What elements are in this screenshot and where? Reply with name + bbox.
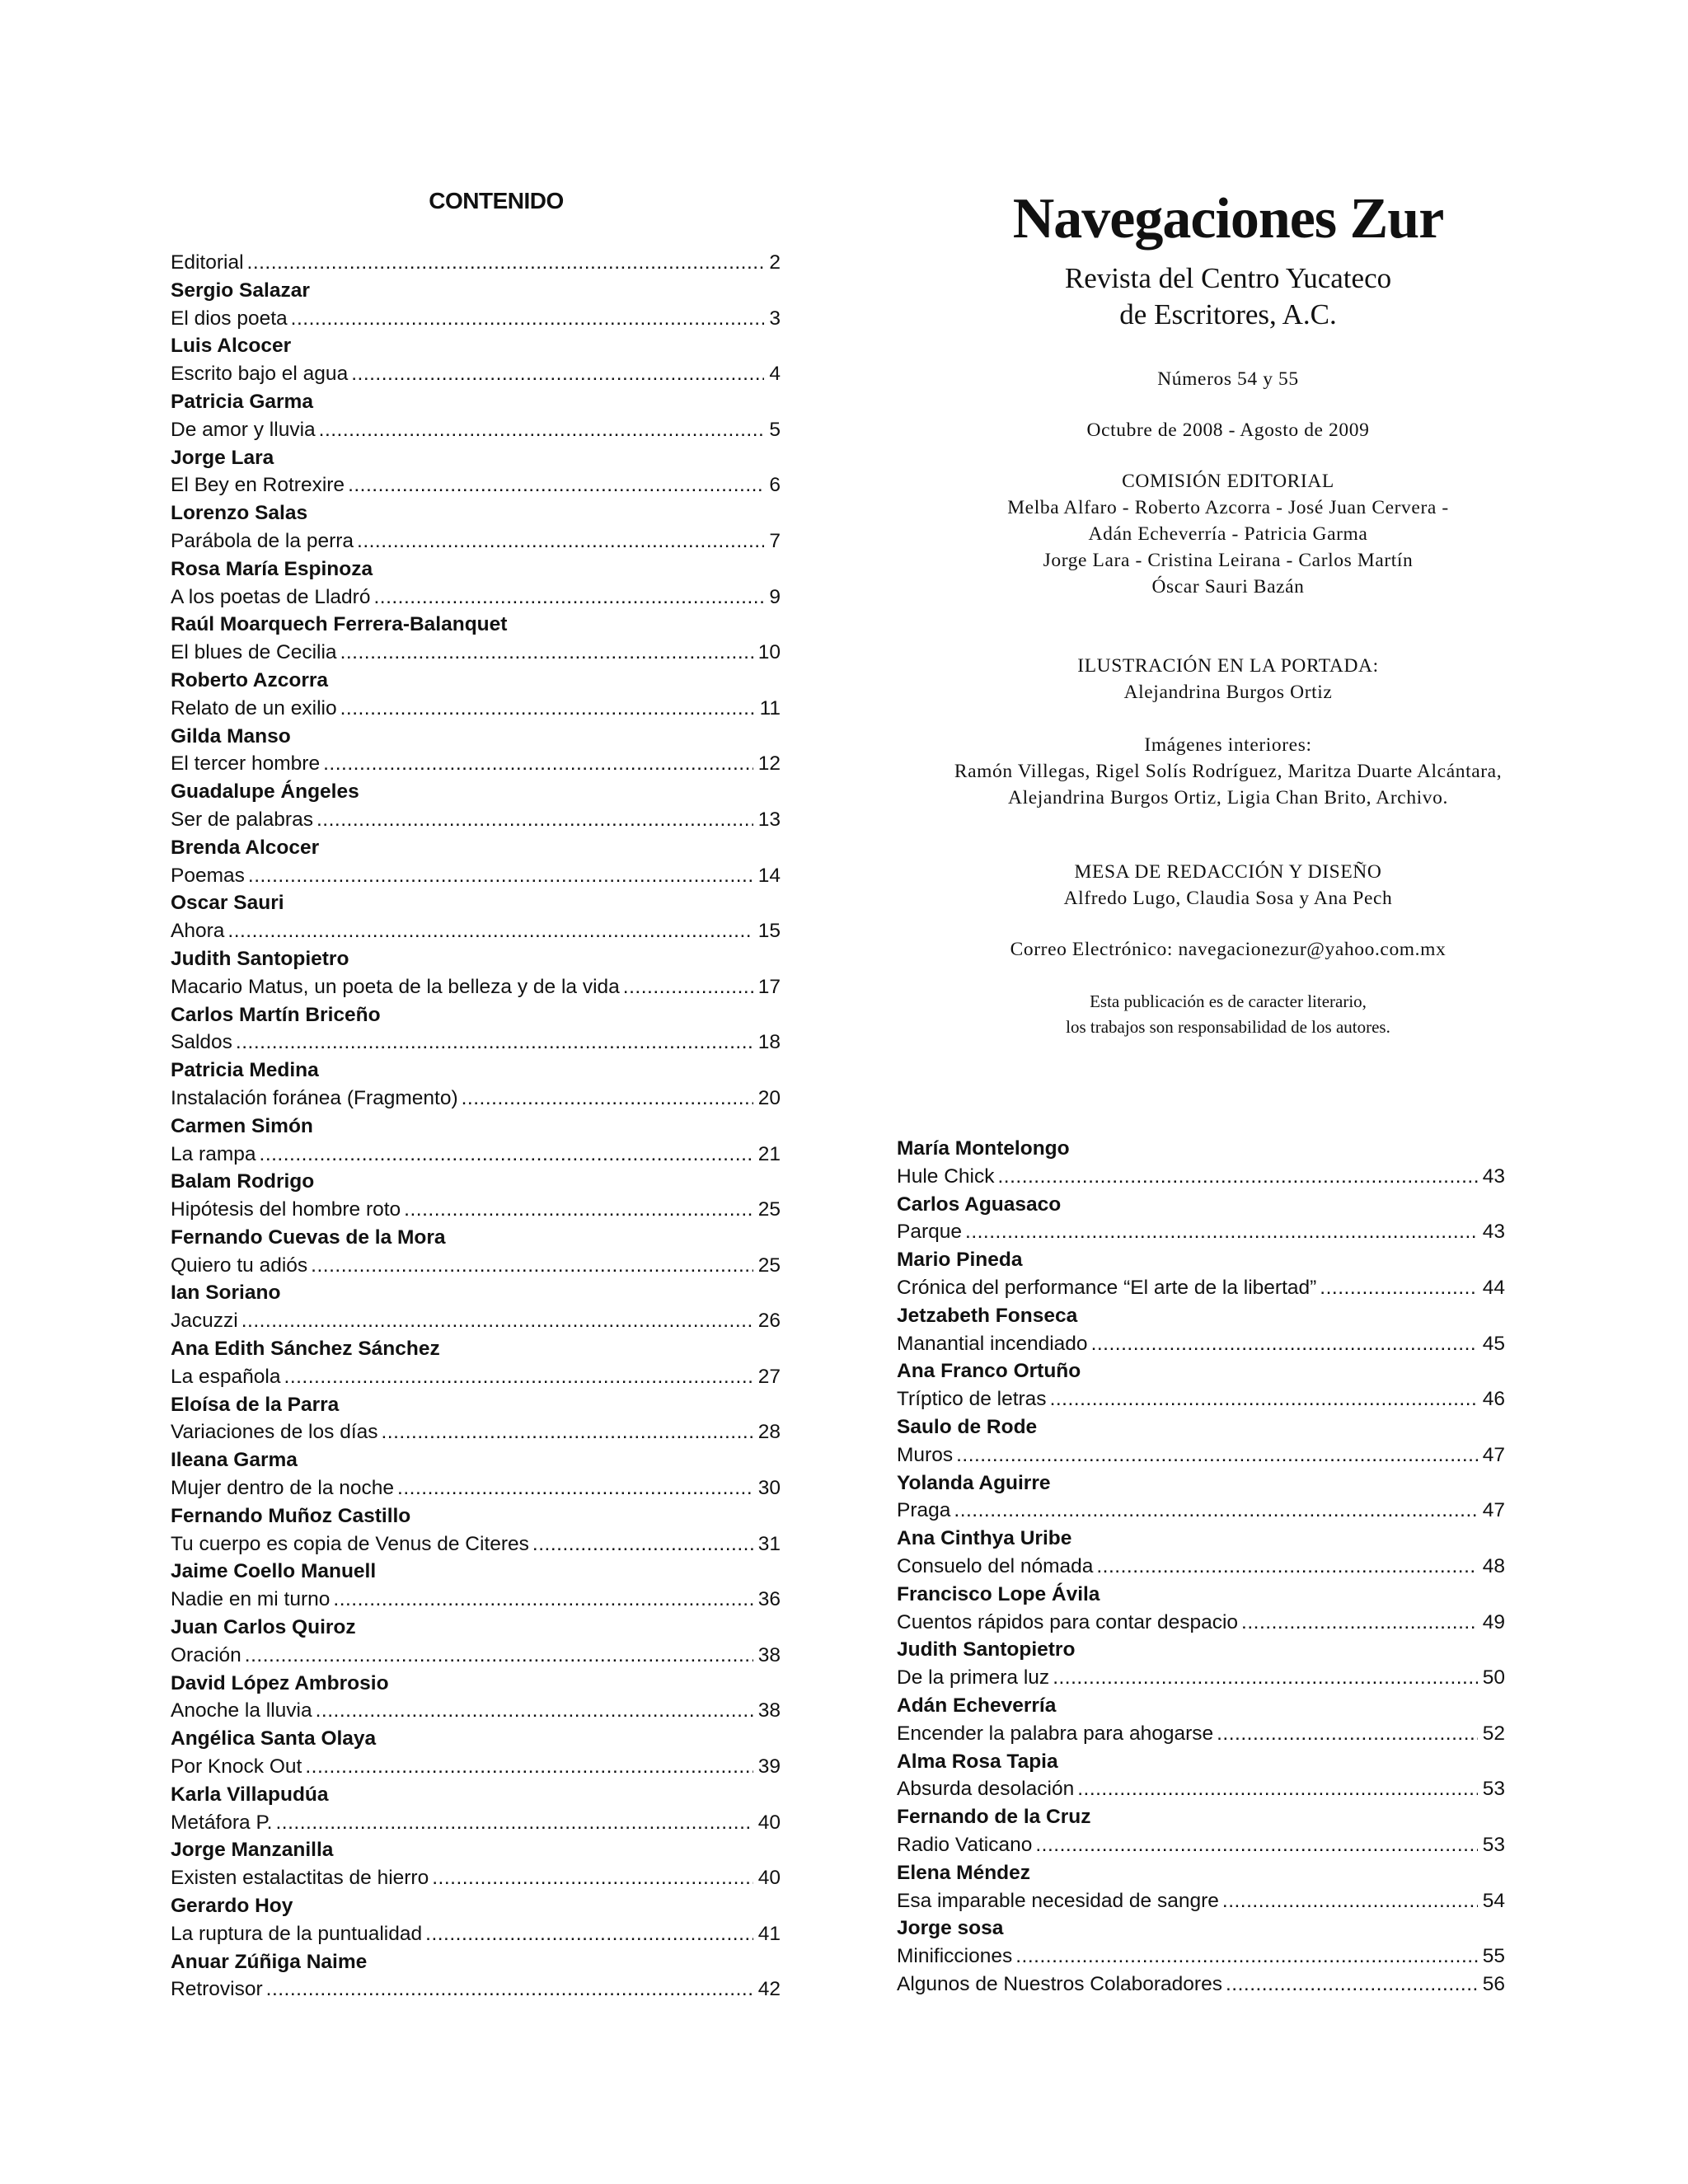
dot-leader bbox=[319, 416, 765, 444]
toc-entry bbox=[171, 360, 781, 388]
toc-entry bbox=[171, 249, 781, 277]
dot-leader bbox=[1050, 1385, 1478, 1413]
magazine-title: Navegaciones Zur bbox=[1012, 187, 1444, 251]
toc-entry-title: Tu cuerpo es copia de Venus de Citeres bbox=[171, 1532, 529, 1555]
magazine-subtitle bbox=[874, 260, 1582, 333]
toc-entry bbox=[171, 750, 781, 778]
toc-author: Carlos Aguasaco bbox=[897, 1193, 1062, 1216]
toc-entry bbox=[171, 1196, 781, 1224]
toc-entry-title: Nadie en mi turno bbox=[171, 1588, 331, 1611]
toc-entry bbox=[171, 639, 781, 667]
toc-author: Fernando Cuevas de la Mora bbox=[171, 1226, 446, 1249]
dot-leader bbox=[1226, 1971, 1478, 1999]
toc-entry-title: Poemas bbox=[171, 864, 245, 887]
toc-page-number: 7 bbox=[769, 529, 781, 552]
dot-leader bbox=[248, 862, 753, 890]
dot-leader bbox=[305, 1753, 753, 1781]
dot-leader bbox=[316, 1697, 753, 1725]
toc-author: Alma Rosa Tapia bbox=[897, 1750, 1058, 1773]
editorial-committee bbox=[874, 468, 1582, 600]
toc-heading: CONTENIDO bbox=[429, 188, 564, 213]
toc-entry bbox=[897, 1943, 1505, 1971]
dot-leader bbox=[1222, 1887, 1478, 1915]
toc-entry-title: Metáfora P. bbox=[171, 1811, 273, 1834]
toc-entry bbox=[897, 1664, 1505, 1692]
toc-page-number: 56 bbox=[1482, 1972, 1505, 1995]
toc-list-left bbox=[171, 249, 781, 2004]
toc-author: Oscar Sauri bbox=[171, 892, 284, 915]
toc-entry bbox=[171, 416, 781, 444]
toc-author: Adán Echeverría bbox=[897, 1694, 1057, 1717]
table-of-contents-continued bbox=[897, 1135, 1505, 1999]
editorial-members: Adán Echeverría - Patricia Garma bbox=[1088, 523, 1368, 545]
toc-page-number: 12 bbox=[757, 752, 781, 776]
toc-list-right bbox=[897, 1135, 1505, 1999]
toc-entry-title: Ser de palabras bbox=[171, 808, 313, 831]
toc-entry-title: Saldos bbox=[171, 1031, 232, 1054]
toc-author: Brenda Alcocer bbox=[171, 836, 320, 859]
toc-page-number: 47 bbox=[1482, 1443, 1505, 1466]
toc-author: Angélica Santa Olaya bbox=[171, 1727, 377, 1750]
toc-entry-title: A los poetas de Lladró bbox=[171, 585, 371, 608]
toc-author: Fernando Muñoz Castillo bbox=[171, 1504, 411, 1527]
toc-page-number: 52 bbox=[1482, 1722, 1505, 1745]
toc-author: Francisco Lope Ávila bbox=[897, 1582, 1100, 1605]
toc-entry bbox=[171, 1642, 781, 1670]
toc-author: Rosa María Espinoza bbox=[171, 557, 373, 580]
toc-entry-title: La rampa bbox=[171, 1142, 256, 1165]
toc-page-number: 6 bbox=[769, 474, 781, 497]
dot-leader bbox=[1320, 1274, 1477, 1302]
editorial-heading: COMISIÓN EDITORIAL bbox=[1122, 471, 1334, 492]
toc-entry-title: Variaciones de los días bbox=[171, 1421, 378, 1444]
toc-author: Patricia Medina bbox=[171, 1059, 319, 1082]
toc-author: Anuar Zúñiga Naime bbox=[171, 1950, 368, 1973]
toc-author: Juan Carlos Quiroz bbox=[171, 1616, 356, 1639]
toc-author: Carmen Simón bbox=[171, 1114, 313, 1137]
toc-entry bbox=[171, 1975, 781, 2004]
dot-leader bbox=[340, 639, 753, 667]
toc-page-number: 49 bbox=[1482, 1610, 1505, 1633]
design-team bbox=[874, 859, 1582, 912]
toc-page-number: 2 bbox=[769, 251, 781, 274]
dot-leader bbox=[1035, 1831, 1477, 1859]
toc-entry bbox=[171, 1697, 781, 1725]
toc-entry-title: Algunos de Nuestros Colaboradores bbox=[897, 1972, 1222, 1995]
toc-page-number: 54 bbox=[1482, 1889, 1505, 1912]
toc-entry-title: Hule Chick bbox=[897, 1165, 995, 1188]
toc-page-number: 47 bbox=[1482, 1499, 1505, 1522]
toc-entry bbox=[171, 1530, 781, 1558]
design-names: Alfredo Lugo, Claudia Sosa y Ana Pech bbox=[1063, 888, 1393, 909]
dot-leader bbox=[432, 1864, 753, 1892]
toc-author: Mario Pineda bbox=[897, 1249, 1023, 1272]
toc-entry bbox=[897, 1441, 1505, 1469]
toc-entry bbox=[171, 862, 781, 890]
toc-entry bbox=[171, 583, 781, 612]
toc-entry-title: Manantial incendiado bbox=[897, 1332, 1088, 1355]
dot-leader bbox=[275, 1809, 753, 1837]
toc-page-number: 5 bbox=[769, 418, 781, 441]
toc-entry bbox=[171, 1029, 781, 1057]
toc-entry bbox=[897, 1971, 1505, 1999]
toc-author: Gilda Manso bbox=[171, 724, 291, 748]
toc-entry-title: De amor y lluvia bbox=[171, 418, 316, 441]
toc-page-number: 10 bbox=[757, 641, 781, 664]
dot-leader bbox=[623, 973, 753, 1001]
toc-author: Saulo de Rode bbox=[897, 1415, 1038, 1438]
toc-page-number: 14 bbox=[757, 864, 781, 887]
toc-entry bbox=[171, 1753, 781, 1781]
toc-page-number: 53 bbox=[1482, 1833, 1505, 1856]
toc-author: Eloísa de la Parra bbox=[171, 1393, 340, 1416]
toc-page-number: 26 bbox=[757, 1310, 781, 1333]
toc-author: Lorenzo Salas bbox=[171, 502, 308, 525]
toc-page-number: 4 bbox=[769, 363, 781, 386]
dot-leader bbox=[532, 1530, 753, 1558]
toc-author: Jaime Coello Manuell bbox=[171, 1560, 377, 1583]
toc-page-number: 31 bbox=[757, 1532, 781, 1555]
toc-entry-title: Por Knock Out bbox=[171, 1755, 302, 1779]
toc-author: Elena Méndez bbox=[897, 1861, 1031, 1884]
toc-entry-title: Praga bbox=[897, 1499, 951, 1522]
toc-page-number: 45 bbox=[1482, 1332, 1505, 1355]
toc-author: Ana Franco Ortuño bbox=[897, 1360, 1081, 1383]
design-heading: MESA DE REDACCIÓN Y DISEÑO bbox=[1074, 861, 1382, 883]
toc-entry-title: Anoche la lluvia bbox=[171, 1699, 312, 1722]
toc-entry bbox=[171, 806, 781, 834]
toc-page-number: 13 bbox=[757, 808, 781, 831]
dot-leader bbox=[227, 917, 753, 945]
toc-entry-title: Oración bbox=[171, 1643, 241, 1666]
toc-page-number: 11 bbox=[759, 696, 781, 719]
toc-entry-title: El Bey en Rotrexire bbox=[171, 474, 345, 497]
cover-artist: Alejandrina Burgos Ortiz bbox=[1123, 682, 1333, 703]
dot-leader bbox=[1096, 1553, 1477, 1581]
dot-leader bbox=[316, 806, 753, 834]
masthead bbox=[874, 181, 1582, 1040]
toc-entry bbox=[171, 917, 781, 945]
toc-page-number: 46 bbox=[1482, 1388, 1505, 1411]
toc-entry bbox=[897, 1831, 1505, 1859]
toc-entry-title: Ahora bbox=[171, 920, 225, 943]
toc-entry-title: Cuentos rápidos para contar despacio bbox=[897, 1610, 1239, 1633]
toc-entry-title: Radio Vaticano bbox=[897, 1833, 1033, 1856]
toc-page-number: 28 bbox=[757, 1421, 781, 1444]
toc-entry bbox=[897, 1385, 1505, 1413]
toc-author: Sergio Salazar bbox=[171, 279, 310, 302]
dot-leader bbox=[425, 1920, 753, 1948]
dot-leader bbox=[382, 1418, 753, 1446]
toc-entry-title: Hipótesis del hombre roto bbox=[171, 1198, 401, 1221]
dot-leader bbox=[284, 1363, 753, 1391]
toc-entry bbox=[171, 305, 781, 333]
toc-author: Guadalupe Ángeles bbox=[171, 780, 359, 804]
toc-author: Jorge Lara bbox=[171, 446, 274, 469]
toc-entry-title: Existen estalactitas de hierro bbox=[171, 1867, 429, 1890]
toc-entry-title: El tercer hombre bbox=[171, 752, 321, 776]
toc-page-number: 38 bbox=[757, 1643, 781, 1666]
editorial-members: Melba Alfaro - Roberto Azcorra - José Juan Cervera - bbox=[1007, 497, 1449, 518]
dot-leader bbox=[397, 1474, 753, 1502]
toc-author: Ian Soriano bbox=[171, 1282, 281, 1305]
toc-entry-title: La ruptura de la puntualidad bbox=[171, 1922, 423, 1945]
dot-leader bbox=[997, 1163, 1477, 1191]
toc-author: María Montelongo bbox=[897, 1137, 1070, 1160]
toc-page-number: 55 bbox=[1482, 1945, 1505, 1968]
toc-author: Jorge sosa bbox=[897, 1917, 1004, 1940]
dot-leader bbox=[241, 1307, 753, 1335]
interior-images-credit bbox=[874, 732, 1582, 811]
editorial-members: Óscar Sauri Bazán bbox=[1151, 576, 1305, 598]
disclaimer-line: los trabajos son responsabilidad de los autores. bbox=[1066, 1017, 1390, 1037]
toc-author: Balam Rodrigo bbox=[171, 1170, 315, 1193]
interior-heading: Imágenes interiores: bbox=[1144, 734, 1312, 756]
toc-entry-title: Minificciones bbox=[897, 1945, 1013, 1968]
disclaimer bbox=[874, 989, 1582, 1040]
toc-entry bbox=[171, 1418, 781, 1446]
toc-page-number: 42 bbox=[757, 1978, 781, 2001]
toc-entry-title: Parábola de la perra bbox=[171, 529, 354, 552]
dot-leader bbox=[323, 750, 753, 778]
disclaimer-line: Esta publicación es de caracter literario, bbox=[1090, 991, 1367, 1011]
toc-entry-title: Muros bbox=[897, 1443, 954, 1466]
editorial-members: Jorge Lara - Cristina Leirana - Carlos Martín bbox=[1043, 550, 1414, 571]
toc-entry-title: El dios poeta bbox=[171, 307, 288, 330]
toc-author: Judith Santopietro bbox=[897, 1638, 1076, 1661]
subtitle-line: de Escritores, A.C. bbox=[1119, 298, 1337, 330]
toc-page-number: 9 bbox=[769, 585, 781, 608]
toc-author: Luis Alcocer bbox=[171, 335, 292, 358]
toc-entry bbox=[897, 1274, 1505, 1302]
toc-entry bbox=[171, 1085, 781, 1113]
toc-entry-title: De la primera luz bbox=[897, 1666, 1050, 1690]
toc-page-number: 44 bbox=[1482, 1276, 1505, 1299]
toc-author: Ileana Garma bbox=[171, 1449, 298, 1472]
toc-entry-title: Absurda desolación bbox=[897, 1778, 1075, 1801]
toc-page-number: 40 bbox=[757, 1811, 781, 1834]
toc-author: Ana Cinthya Uribe bbox=[897, 1527, 1072, 1550]
dot-leader bbox=[236, 1029, 753, 1057]
toc-entry-title: Quiero tu adiós bbox=[171, 1254, 308, 1277]
toc-author: Raúl Moarquech Ferrera-Balanquet bbox=[171, 613, 508, 636]
toc-author: Ana Edith Sánchez Sánchez bbox=[171, 1338, 440, 1361]
toc-entry-title: Consuelo del nómada bbox=[897, 1554, 1094, 1577]
toc-author: David López Ambrosio bbox=[171, 1671, 389, 1694]
toc-page-number: 38 bbox=[757, 1699, 781, 1722]
dot-leader bbox=[311, 1252, 753, 1280]
toc-entry bbox=[897, 1218, 1505, 1246]
toc-page-number: 41 bbox=[757, 1922, 781, 1945]
toc-page-number: 36 bbox=[757, 1588, 781, 1611]
dot-leader bbox=[291, 305, 765, 333]
interior-credits: Ramón Villegas, Rigel Solís Rodríguez, Maritza Duarte Alcántara, bbox=[954, 761, 1503, 782]
dot-leader bbox=[956, 1441, 1478, 1469]
toc-author: Judith Santopietro bbox=[171, 947, 349, 970]
dot-leader bbox=[1217, 1720, 1478, 1748]
dot-leader bbox=[357, 527, 764, 555]
toc-entry-title: Escrito bajo el agua bbox=[171, 363, 349, 386]
toc-entry-title: Jacuzzi bbox=[171, 1310, 238, 1333]
interior-credits: Alejandrina Burgos Ortiz, Ligia Chan Brito, Archivo. bbox=[1008, 787, 1448, 808]
dot-leader bbox=[351, 360, 764, 388]
dot-leader bbox=[462, 1085, 753, 1113]
dot-leader bbox=[266, 1975, 753, 2004]
toc-page-number: 15 bbox=[757, 920, 781, 943]
toc-page-number: 21 bbox=[757, 1142, 781, 1165]
toc-entry-title: Editorial bbox=[171, 251, 244, 274]
dot-leader bbox=[965, 1218, 1478, 1246]
toc-entry bbox=[897, 1887, 1505, 1915]
toc-entry-title: Relato de un exilio bbox=[171, 696, 337, 719]
toc-entry bbox=[171, 1920, 781, 1948]
toc-entry bbox=[897, 1330, 1505, 1358]
toc-author: Yolanda Aguirre bbox=[897, 1471, 1051, 1494]
toc-page-number: 40 bbox=[757, 1867, 781, 1890]
toc-page-number: 20 bbox=[757, 1086, 781, 1109]
toc-author: Patricia Garma bbox=[171, 390, 313, 413]
dot-leader bbox=[245, 1642, 753, 1670]
toc-page-number: 30 bbox=[757, 1477, 781, 1500]
dot-leader bbox=[1053, 1664, 1478, 1692]
dot-leader bbox=[404, 1196, 753, 1224]
toc-author: Roberto Azcorra bbox=[171, 668, 329, 691]
dot-leader bbox=[333, 1586, 753, 1614]
contact-email: Correo Electrónico: navegacionezur@yahoo.com.mx bbox=[1010, 939, 1447, 960]
toc-page-number: 39 bbox=[757, 1755, 781, 1779]
toc-entry bbox=[171, 471, 781, 499]
toc-entry bbox=[897, 1163, 1505, 1191]
subtitle-line: Revista del Centro Yucateco bbox=[1064, 262, 1392, 294]
toc-entry bbox=[171, 1141, 781, 1169]
toc-page-number: 43 bbox=[1482, 1165, 1505, 1188]
toc-page-number: 18 bbox=[757, 1031, 781, 1054]
toc-page-number: 43 bbox=[1482, 1221, 1505, 1244]
toc-entry-title: Crónica del performance “El arte de la libertad” bbox=[897, 1276, 1317, 1299]
toc-page-number: 50 bbox=[1482, 1666, 1505, 1690]
toc-page-number: 48 bbox=[1482, 1554, 1505, 1577]
toc-entry-title: Tríptico de letras bbox=[897, 1388, 1047, 1411]
toc-entry bbox=[171, 1363, 781, 1391]
toc-entry bbox=[171, 1864, 781, 1892]
toc-author: Carlos Martín Briceño bbox=[171, 1003, 381, 1026]
issue-dates: Octubre de 2008 - Agosto de 2009 bbox=[1086, 419, 1370, 441]
toc-entry-title: Instalación foránea (Fragmento) bbox=[171, 1086, 458, 1109]
toc-entry-title: Macario Matus, un poeta de la belleza y de la vida bbox=[171, 975, 620, 998]
toc-entry bbox=[171, 1252, 781, 1280]
cover-illustration-credit bbox=[874, 653, 1582, 705]
toc-entry-title: Parque bbox=[897, 1221, 963, 1244]
dot-leader bbox=[260, 1141, 753, 1169]
toc-entry bbox=[897, 1497, 1505, 1525]
toc-entry bbox=[171, 1474, 781, 1502]
toc-page-number: 17 bbox=[757, 975, 781, 998]
toc-author: Gerardo Hoy bbox=[171, 1895, 293, 1918]
toc-entry bbox=[171, 1586, 781, 1614]
toc-entry bbox=[171, 695, 781, 723]
toc-author: Fernando de la Cruz bbox=[897, 1806, 1091, 1829]
toc-page-number: 3 bbox=[769, 307, 781, 330]
issue-numbers: Números 54 y 55 bbox=[1157, 368, 1299, 390]
toc-entry bbox=[171, 1809, 781, 1837]
dot-leader bbox=[247, 249, 765, 277]
toc-entry-title: La española bbox=[171, 1365, 281, 1388]
toc-entry bbox=[171, 1307, 781, 1335]
toc-page-number: 25 bbox=[757, 1254, 781, 1277]
toc-page-number: 27 bbox=[757, 1365, 781, 1388]
dot-leader bbox=[1015, 1943, 1477, 1971]
dot-leader bbox=[348, 471, 764, 499]
toc-entry-title: Esa imparable necesidad de sangre bbox=[897, 1889, 1219, 1912]
toc-author: Karla Villapudúa bbox=[171, 1783, 329, 1806]
toc-page-number: 53 bbox=[1482, 1778, 1505, 1801]
toc-entry-title: El blues de Cecilia bbox=[171, 641, 337, 664]
dot-leader bbox=[340, 695, 755, 723]
toc-entry bbox=[897, 1609, 1505, 1637]
toc-entry bbox=[171, 973, 781, 1001]
toc-entry bbox=[897, 1775, 1505, 1803]
dot-leader bbox=[1091, 1330, 1478, 1358]
toc-entry-title: Retrovisor bbox=[171, 1978, 263, 2001]
table-of-contents bbox=[171, 188, 781, 2004]
toc-entry bbox=[171, 527, 781, 555]
dot-leader bbox=[1077, 1775, 1478, 1803]
dot-leader bbox=[373, 583, 764, 612]
cover-heading: ILUSTRACIÓN EN LA PORTADA: bbox=[1077, 655, 1379, 677]
toc-entry bbox=[897, 1553, 1505, 1581]
toc-author: Jorge Manzanilla bbox=[171, 1839, 334, 1862]
toc-entry-title: Encender la palabra para ahogarse bbox=[897, 1722, 1214, 1745]
toc-entry bbox=[897, 1720, 1505, 1748]
toc-entry-title: Mujer dentro de la noche bbox=[171, 1477, 395, 1500]
toc-page-number: 25 bbox=[757, 1198, 781, 1221]
dot-leader bbox=[954, 1497, 1477, 1525]
dot-leader bbox=[1241, 1609, 1478, 1637]
toc-author: Jetzabeth Fonseca bbox=[897, 1304, 1078, 1327]
